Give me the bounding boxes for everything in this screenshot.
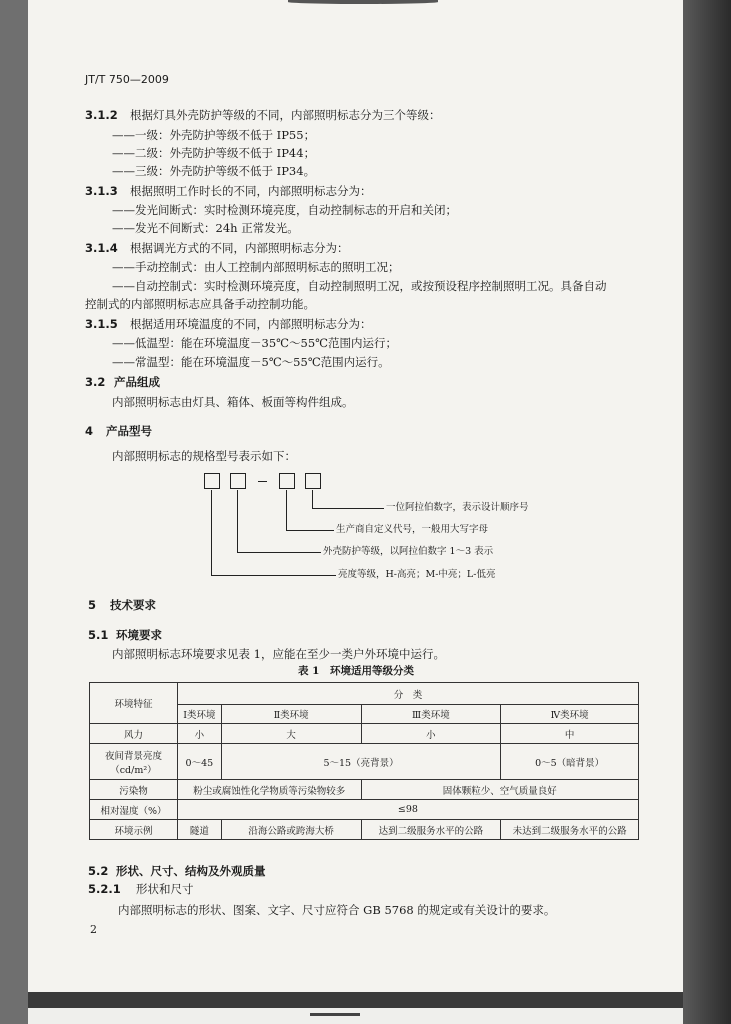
section-number-5-2-1: 5.2.1 bbox=[88, 882, 121, 896]
table-cell: 0～45 bbox=[177, 744, 221, 780]
leader-line bbox=[211, 575, 336, 576]
table-header-class: Ⅱ类环境 bbox=[221, 705, 361, 724]
table-cell: 风力 bbox=[90, 724, 178, 744]
table-cell: 中 bbox=[501, 724, 639, 744]
right-margin bbox=[683, 0, 731, 1024]
table-header-class: Ⅰ类环境 bbox=[177, 705, 221, 724]
section-number-3-2: 3.2 bbox=[85, 375, 106, 389]
section-number-5-2: 5.2 bbox=[88, 864, 109, 878]
section-number-5-1: 5.1 bbox=[88, 628, 109, 642]
table-header-category: 分 类 bbox=[177, 683, 638, 705]
section-text-5-1: 内部照明标志环境要求见表 1，应能在至少一类户外环境中运行。 bbox=[112, 647, 445, 661]
table-caption: 表 1 环境适用等级分类 bbox=[298, 665, 414, 677]
next-page-mark bbox=[310, 1013, 360, 1016]
list-item: ——二级：外壳防护等级不低于 IP44； bbox=[112, 146, 316, 160]
table-row bbox=[90, 800, 639, 820]
label-manufacturer: 生产商自定义代号，一般用大写字母 bbox=[336, 524, 489, 535]
leader-line bbox=[211, 490, 212, 575]
list-item: ——一级：外壳防护等级不低于 IP55； bbox=[112, 128, 316, 142]
table-cell bbox=[90, 744, 178, 780]
section-title-5-1: 环境要求 bbox=[116, 628, 162, 642]
section-title-5: 技术要求 bbox=[110, 598, 156, 612]
cell-line: 夜间背景亮度 bbox=[104, 750, 162, 762]
code-box-brightness bbox=[204, 473, 220, 489]
table-cell: 固体颗粒少、空气质量良好 bbox=[361, 780, 638, 800]
section-number-5: 5 bbox=[88, 598, 97, 612]
label-brightness: 亮度等级，H-高亮；M-中亮；L-低亮 bbox=[338, 569, 496, 580]
table-cell: 0～5（暗背景） bbox=[501, 744, 639, 780]
table-cell: 相对湿度（%） bbox=[90, 800, 178, 820]
section-title-5-2: 形状、尺寸、结构及外观质量 bbox=[116, 864, 266, 878]
table-cell: 污染物 bbox=[90, 780, 178, 800]
code-box-protection bbox=[230, 473, 246, 489]
table-cell: 粉尘或腐蚀性化学物质等污染物较多 bbox=[177, 780, 361, 800]
section-text-3-1-2: 根据灯具外壳防护等级的不同，内部照明标志分为三个等级： bbox=[130, 108, 441, 122]
table-cell: ≤98 bbox=[177, 800, 638, 820]
section-text-3-1-3: 根据照明工作时长的不同，内部照明标志分为： bbox=[130, 184, 372, 198]
table-cell: 5～15（亮背景） bbox=[221, 744, 500, 780]
section-number-3-1-5: 3.1.5 bbox=[85, 317, 118, 331]
leader-line bbox=[286, 490, 287, 530]
table-row bbox=[90, 744, 639, 780]
section-number-3-1-2: 3.1.2 bbox=[85, 108, 118, 122]
section-title-3-2: 产品组成 bbox=[114, 375, 160, 389]
page-number: 2 bbox=[90, 923, 97, 936]
list-item: ——自动控制式：实时检测环境亮度，自动控制照明工况，或按预设程序控制照明工况。具备自动 bbox=[112, 279, 607, 293]
section-number-3-1-3: 3.1.3 bbox=[85, 184, 118, 198]
page-edge-mark bbox=[288, 0, 438, 4]
table-cell: 环境示例 bbox=[90, 820, 178, 840]
table-row bbox=[90, 724, 639, 744]
section-text-3-1-5: 根据适用环境温度的不同，内部照明标志分为： bbox=[130, 317, 372, 331]
standard-code-header: JT/T 750—2009 bbox=[85, 73, 169, 86]
code-box-manufacturer bbox=[279, 473, 295, 489]
table-cell: 沿海公路或跨海大桥 bbox=[221, 820, 361, 840]
table-header-class: Ⅲ类环境 bbox=[361, 705, 501, 724]
section-number-3-1-4: 3.1.4 bbox=[85, 241, 118, 255]
leader-line bbox=[286, 530, 334, 531]
table-header-class: Ⅳ类环境 bbox=[501, 705, 639, 724]
list-item: ——低温型：能在环境温度－35℃～55℃范围内运行； bbox=[112, 336, 397, 350]
table-row bbox=[90, 820, 639, 840]
code-box-sequence bbox=[305, 473, 321, 489]
list-item: ——发光不间断式：24h 正常发光。 bbox=[112, 221, 299, 235]
table-cell: 小 bbox=[177, 724, 221, 744]
environment-table bbox=[89, 682, 639, 840]
code-dash bbox=[258, 481, 267, 482]
list-item: ——手动控制式：由人工控制内部照明标志的照明工况； bbox=[112, 260, 400, 274]
list-item: ——三级：外壳防护等级不低于 IP34。 bbox=[112, 164, 316, 178]
table-row bbox=[90, 780, 639, 800]
table-header-feature: 环境特征 bbox=[90, 683, 178, 724]
section-number-4: 4 bbox=[85, 424, 94, 438]
table-cell: 达到二级服务水平的公路 bbox=[361, 820, 501, 840]
table-cell: 大 bbox=[221, 724, 361, 744]
table-cell: 未达到二级服务水平的公路 bbox=[501, 820, 639, 840]
list-item: ——发光间断式：实时检测环境亮度，自动控制标志的开启和关闭； bbox=[112, 203, 457, 217]
section-title-4: 产品型号 bbox=[106, 424, 152, 438]
label-sequence: 一位阿拉伯数字，表示设计顺序号 bbox=[386, 502, 529, 513]
label-protection: 外壳防护等级，以阿拉伯数字 1～3 表示 bbox=[323, 546, 494, 557]
leader-line bbox=[237, 552, 321, 553]
table-cell: 隧道 bbox=[177, 820, 221, 840]
leader-line bbox=[312, 490, 313, 508]
table-cell: 小 bbox=[361, 724, 501, 744]
list-item: ——常温型：能在环境温度－5℃～55℃范围内运行。 bbox=[112, 355, 390, 369]
section-text-3-2: 内部照明标志由灯具、箱体、板面等构件组成。 bbox=[112, 395, 354, 409]
leader-line bbox=[312, 508, 384, 509]
section-text-4: 内部照明标志的规格型号表示如下： bbox=[112, 449, 296, 463]
section-text-3-1-4: 根据调光方式的不同，内部照明标志分为： bbox=[130, 241, 349, 255]
section-title-5-2-1: 形状和尺寸 bbox=[136, 882, 194, 896]
list-item-continuation: 控制式的内部照明标志应具备手动控制功能。 bbox=[85, 297, 315, 311]
leader-line bbox=[237, 490, 238, 552]
cell-line: （cd/m²） bbox=[110, 764, 157, 776]
next-page-edge bbox=[28, 1008, 683, 1024]
section-text-5-2-1: 内部照明标志的形状、图案、文字、尺寸应符合 GB 5768 的规定或有关设计的要求。 bbox=[118, 903, 556, 917]
left-margin bbox=[0, 0, 28, 1024]
